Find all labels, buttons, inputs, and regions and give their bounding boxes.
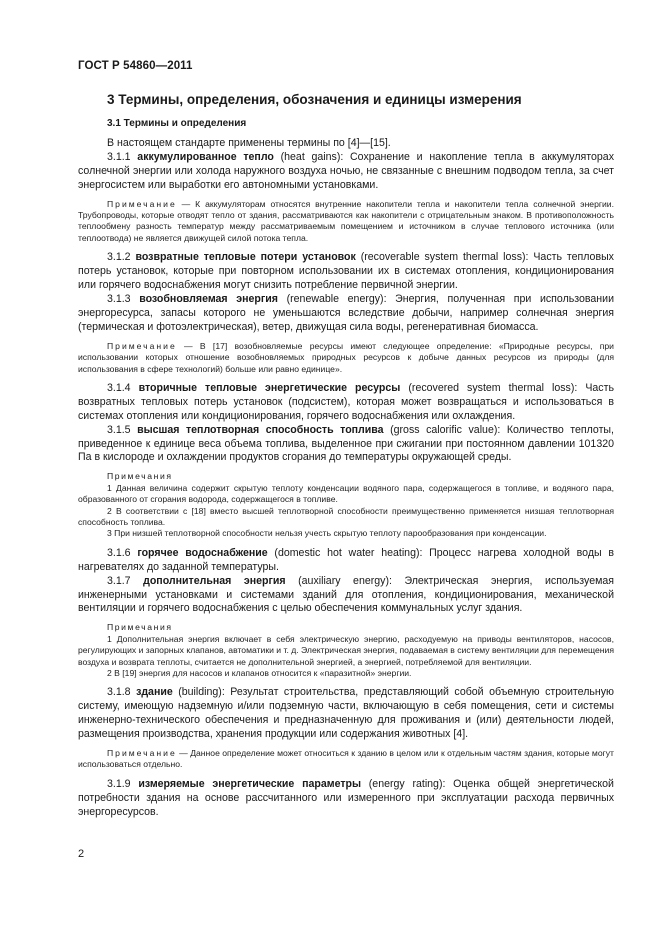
standard-header: ГОСТ Р 54860—2011 [78,60,193,72]
intro-paragraph: В настоящем стандарте применены термины по [4]—[15]. [107,137,391,149]
note-3-1-7-2: 2 В [19] энергия для насосов и клапанов относится к «паразитной» энергии. [107,667,412,678]
notes-heading: Примечания [107,622,173,633]
term-3-1-7: 3.1.7 дополнительная энергия (auxiliary energy): Электрическая энергия, используемая инженерными установками и системами зданий для отопления, кондиционирования, механической вентиляции и горячего водоснабжения с целью обеспечения коммунальных услуг здания. [78,574,615,615]
term-name: возобновляемая энергия [139,292,278,305]
note-3-1-5-1: 1 Данная величина содержит скрытую теплоту конденсации водяного пара, содержащегося в топливе, и водяного пара, образованного от сгорания водорода, содержащегося в топливе. [78,482,614,505]
term-3-1-1: 3.1.1 аккумулированное тепло (heat gains): Сохранение и накопление тепла в аккумуляторах солнечной энергии или холода наружного воздуха ночью, не связанные с внешним подводом тепла, за счет энергосистем или выработки его автономными установками. [78,150,614,191]
document-body [78,137,614,820]
note-3-1-5-2: 2 В соответствии с [18] вместо высшей теплотворной способности преимущественно применяется низшая теплотворная способность топлива. [78,505,614,527]
term-3-1-2: 3.1.2 возвратные тепловые потери установок (recoverable system thermal loss): Часть тепловых потерь установок, которые при повторном использовании их в системах отопления, кондиционирования или горячего водоснабжения могут снизить потребление первичной энергии. [78,251,614,292]
term-name: здание [136,686,173,699]
term-name: возвратные тепловые потери установок [135,251,356,264]
note-3-1-1: Примечание — К аккумуляторам относятся внутренние накопители тепла и накопители тепла солнечной энергии. Трубопроводы, которые отводят тепло от здания, рассматриваются как накопители с отрицательным знаком. В противоположность теплообмену разность температур между рассматриваемым помещением и источником в случае теплового источника (или теплоотвода) не является движущей силой потока тепла. [78,198,614,243]
notes-heading: Примечания [107,471,173,482]
term-name: горячее водоснабжение [137,546,268,559]
note-3-1-7-1: 1 Дополнительная энергия включает в себя электрическую энергию, расходуемую на приводы вентиляторов, насосов, регулирующих и запорных клапанов, автоматики и т. д. Электрическая энергия, подаваемая в систему вентиляции для перемещения воздуха и возврата теплоты, считается не дополнительной энергией, а энергией, потребляемой для вентиляции. [78,633,614,667]
term-3-1-9: 3.1.9 измеряемые энергетические параметры (energy rating): Оценка общей энергетической потребности здания на основе рассчитанного или измеренного при эксплуатации расхода первичных энергоресурсов. [78,777,614,818]
term-name: дополнительная энергия [143,574,286,587]
term-name: измеряемые энергетические параметры [138,777,362,790]
note-3-1-3: Примечание — В [17] возобновляемые ресурсы имеют следующее определение: «Природные ресурсы, при использовании которых отношение возобновляемых природных ресурсов к добыче данных ресурсов из природы (для использования в сфере технологий) больше или равно единице». [78,340,614,374]
note-3-1-5-3: 3 При низшей теплотворной способности нельзя учесть скрытую теплоту парообразования при конденсации. [107,528,547,539]
section-title: 3 Термины, определения, обозначения и единицы измерения [107,92,522,107]
page-number: 2 [78,848,85,860]
subsection-title: 3.1 Термины и определения [107,118,247,129]
term-name: вторичные тепловые энергетические ресурсы [138,381,401,394]
term-3-1-8: 3.1.8 здание (building): Результат строительства, представляющий собой объемную строительную систему, имеющую надземную и/или подземную части, включающую в себя помещения, сети и системы инженерно-технического обеспечения и предназначенную для проживания и (или) деятельности людей, размещения производства, хранения продукции или содержания животных [4]. [78,686,614,741]
term-3-1-5: 3.1.5 высшая теплотворная способность топлива (gross calorific value): Количество теплоты, приведенное к единице веса объема топлива, выделенное при сжигании при постоянном давлении 101320 Па в кислороде и охлаждении продуктов сгорания до температуры окружающей среды. [78,423,614,464]
term-name: аккумулированное тепло [137,150,274,163]
term-3-1-4: 3.1.4 вторичные тепловые энергетические ресурсы (recovered system thermal loss): Часть возвратных тепловых потерь установок (подсистем), которая может возвращаться и использоваться в системах отопления или кондиционирования, горячего водоснабжения или охлаждения. [78,381,614,422]
term-name: высшая теплотворная способность топлива [137,423,384,436]
term-3-1-3: 3.1.3 возобновляемая энергия (renewable energy): Энергия, полученная при использовании энергоресурса, запасы которого не уменьшаются вследствие добычи, например солнечная энергия (термическая и фотоэлектрическая), ветер, движущая сила воды, регенеративная биомасса. [78,292,614,333]
term-3-1-6: 3.1.6 горячее водоснабжение (domestic hot water heating): Процесс нагрева холодной воды в нагревателях до заданной температуры. [78,546,614,573]
note-3-1-8: Примечание — Данное определение может относиться к зданию в целом или к отдельным частям здания, которые могут использоваться отдельно. [78,747,614,770]
